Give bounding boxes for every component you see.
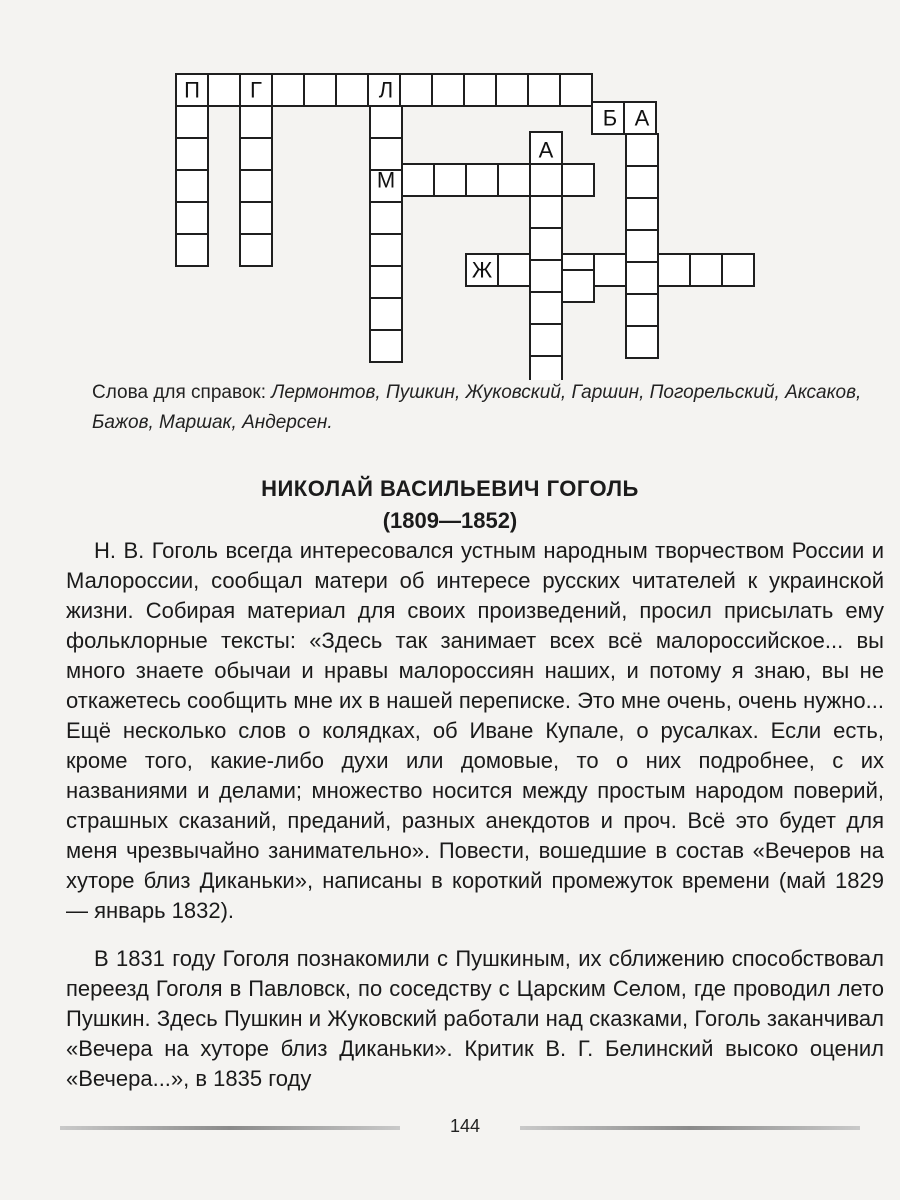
crossword-cell (176, 170, 208, 202)
crossword-cell (400, 74, 432, 106)
reference-label: Слова для справок: (92, 382, 267, 403)
crossword-cell (626, 166, 658, 198)
crossword-cell (370, 106, 402, 138)
crossword-cell (530, 196, 562, 228)
crossword-cell (626, 134, 658, 166)
paragraph-2-block (66, 944, 884, 1094)
paragraph-1: Н. В. Гоголь всегда интересовался устным народным творчеством России и Малороссии, сообщал матери об интересе русских читателей к украинской жизни. Собирая материал для своих произведений, просил присылать ему фольклорные тексты: «Здесь так занимает всех всё малороссийское... вы много знаете обычаи и нравы малороссиян наших, и потому я знаю, вы не откажетесь сообщить мне их в нашей переписке. Это мне очень, очень нужно... Ещё несколько слов о колядках, об Иване Купале, о русалках. Если есть, кроме того, какие-либо духи или домовые, то о них подробнее, с их названиями и делами; множество носится между простым народом поверий, страшных сказаний, преданий, разных анекдотов и проч. Всё это будет для меня чрезвычайно занимательно». Повести, вошедшие в состав «Вечеров на хуторе близ Диканьки», написаны в короткий промежуток времени (май 1829 — январь 1832). (66, 538, 884, 923)
crossword-cell (240, 234, 272, 266)
crossword-cell (530, 260, 562, 292)
footer-rule-right (520, 1126, 860, 1130)
crossword-cell (304, 74, 336, 106)
crossword-cell (498, 164, 530, 196)
crossword-cell (336, 74, 368, 106)
crossword-cell (402, 164, 434, 196)
crossword-cell (594, 254, 626, 286)
page-number: 144 (449, 1116, 481, 1136)
reference-word-list: Лермонтов, Пушкин, Жуковский, Гаршин, Погорельский, Аксаков, Бажов, Маршак, Андерсен. (92, 382, 862, 433)
crossword-letter-g: Г (250, 77, 262, 103)
crossword-cell (240, 138, 272, 170)
crossword-cell (626, 294, 658, 326)
crossword-cell (530, 164, 562, 196)
crossword-cell (530, 292, 562, 324)
crossword-cell (370, 138, 402, 170)
crossword-cell (626, 198, 658, 230)
crossword-cell (176, 234, 208, 266)
crossword-puzzle (0, 0, 900, 380)
crossword-cell (626, 326, 658, 358)
crossword-letter-a2: А (634, 105, 650, 131)
crossword-cell (498, 254, 530, 286)
crossword-letter-b: Б (602, 105, 618, 131)
section-years: (1809—1852) (382, 508, 518, 533)
crossword-cell (240, 106, 272, 138)
crossword-cell (370, 234, 402, 266)
crossword-letter-m: М (376, 167, 396, 193)
crossword-cell (240, 170, 272, 202)
crossword-letter-l: Л (378, 77, 394, 103)
crossword-cell (370, 266, 402, 298)
crossword-cell (176, 138, 208, 170)
crossword-grid (0, 0, 900, 380)
crossword-letter-a: А (538, 137, 554, 163)
crossword-cell (626, 230, 658, 262)
crossword-cell (370, 298, 402, 330)
reference-words (92, 378, 882, 438)
crossword-cell (530, 228, 562, 260)
crossword-cell (562, 164, 594, 196)
crossword-cell (370, 330, 402, 362)
crossword-cell (432, 74, 464, 106)
section-title: НИКОЛАЙ ВАСИЛЬЕВИЧ ГОГОЛЬ (261, 476, 639, 501)
page-footer (0, 1112, 900, 1152)
crossword-cell (658, 254, 690, 286)
crossword-cell (722, 254, 754, 286)
crossword-cell (530, 324, 562, 356)
paragraph-2: В 1831 году Гоголя познакомили с Пушкиным, их сближению способствовал переезд Гоголя в Павловск, по соседству с Царским Селом, где проводил лето Пушкин. Здесь Пушкин и Жуковский работали над сказками, Гоголь заканчивал «Вечера на хуторе близ Диканьки». Критик В. Г. Белинский высоко оценил «Вечера...», в 1835 году (66, 946, 884, 1091)
paragraph-1-block (66, 536, 884, 926)
crossword-cell (434, 164, 466, 196)
crossword-cell (562, 270, 594, 302)
footer-rule-left (60, 1126, 400, 1130)
crossword-cell (528, 74, 560, 106)
crossword-cell (176, 106, 208, 138)
crossword-cell (530, 356, 562, 380)
crossword-cell (560, 74, 592, 106)
crossword-cell (370, 202, 402, 234)
crossword-cell (272, 74, 304, 106)
crossword-cell (690, 254, 722, 286)
crossword-letter-zh: Ж (471, 257, 493, 283)
crossword-letter-p: П (184, 77, 200, 103)
crossword-cell (464, 74, 496, 106)
crossword-cell (240, 202, 272, 234)
crossword-cell (208, 74, 240, 106)
crossword-cell (466, 164, 498, 196)
crossword-cell (176, 202, 208, 234)
crossword-cell (496, 74, 528, 106)
crossword-cell (626, 262, 658, 294)
